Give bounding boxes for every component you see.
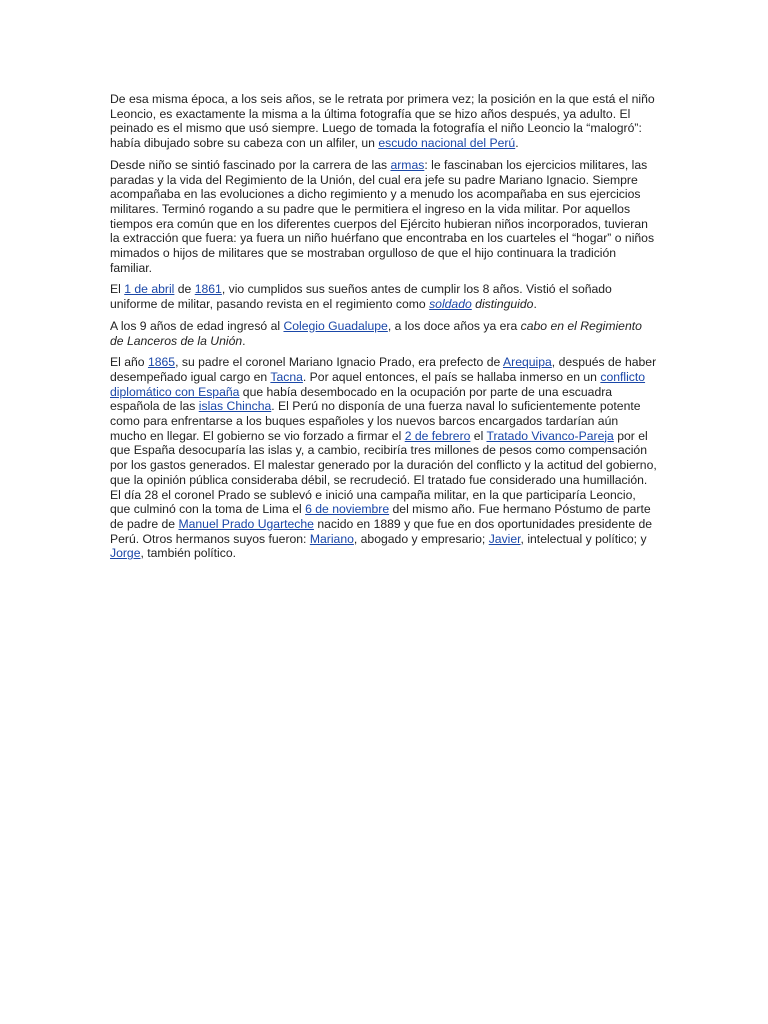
text-run: Desde niño se sintió fascinado por la carrera de las — [110, 157, 391, 172]
text-run: , su padre el coronel Mariano Ignacio Prado, era prefecto de — [175, 355, 503, 370]
text-run: . — [533, 297, 537, 312]
paragraph — [110, 282, 658, 311]
article-link[interactable]: Tacna — [270, 369, 303, 384]
text-run: por el que España desocuparía las islas y, a cambio, recibiría tres millones de pesos como compensación por los gastos generados. El malestar generado por la duración del conflicto y la actitud del gobierno, que la opinión pública consideraba débil, se recrudeció. El tratado fue considerado una humillación. El día 28 el coronel Prado se sublevó e inició una campaña militar, en la que participaría Leoncio, que culminó con la toma de Lima el — [110, 428, 657, 517]
article-link[interactable]: Javier — [488, 531, 521, 546]
article-link[interactable]: Manuel Prado Ugarteche — [178, 516, 314, 531]
article-link[interactable]: armas — [390, 157, 425, 172]
article-link[interactable]: Colegio Guadalupe — [283, 318, 388, 333]
text-run: , a los doce años ya era — [387, 318, 521, 333]
text-run: que había desembocado en la ocupación por parte de una escuadra española de las — [110, 384, 613, 414]
article-link[interactable]: 1865 — [147, 355, 176, 370]
document-body — [110, 92, 658, 568]
text-run: , también político. — [140, 546, 237, 561]
text-run: El año — [110, 355, 148, 370]
text-run: . El Perú no disponía de una fuerza naval lo suficientemente potente como para enfrentarse a los buques españoles y los nuevos barcos encargados tardarían aún mucho en llegar. El gobierno se vio forzado a firmar el — [110, 399, 641, 443]
text-run: de — [174, 282, 195, 297]
article-link[interactable]: 1 de abril — [124, 282, 175, 297]
text-run: De esa misma época, a los seis años, se le retrata por primera vez; la posición en la que está el niño Leoncio, es exactamente la misma a la última fotografía que se hizo años después, ya adulto. El peinado es el mismo que usó siempre. Luego de tomada la fotografía el niño Leoncio la “malogró”: había dibujado sobre su cabeza con un alfiler, un — [110, 92, 655, 151]
text-run: El — [110, 282, 125, 297]
text-run: , después de haber desempeñado igual cargo en — [110, 355, 657, 384]
text-run: del mismo año. Fue hermano Póstumo de parte de padre de — [110, 502, 651, 531]
text-run: , abogado y empresario; — [353, 531, 489, 546]
italic-text: cabo en el Regimiento de Lanceros de la Unión — [110, 318, 642, 348]
article-link[interactable]: escudo nacional del Perú — [378, 136, 516, 151]
text-run: el — [470, 428, 487, 443]
article-link[interactable]: Tratado Vivanco-Pareja — [486, 428, 614, 443]
text-run: . Por aquel entonces, el país se hallaba inmerso en un — [302, 369, 601, 384]
text-run: A los 9 años de edad ingresó al — [110, 318, 284, 333]
paragraph — [110, 92, 658, 151]
paragraph — [110, 158, 658, 276]
article-link[interactable]: 1861 — [194, 282, 222, 297]
text-run: : le fascinaban los ejercicios militares, las paradas y la vida del Regimiento de la Unión, del cual era jefe su padre Mariano Ignacio. Siempre acompañaba en las evoluciones a dicho regimiento y a menudo los acompañaba en sus ejercicios militares. Terminó rogando a su padre que le permitiera el ingreso en la vida militar. Por aquellos tiempos era común que en los diferentes cuerpos del Ejército hubieran niños incorporados, tuvieran la extracción que fuera: ya fuera un niño huérfano que encontraba en los cuarteles el “hogar” o niños mimados o hijos de militares que se mostraban orgulloso de que el hijo continuara la tradición familiar. — [110, 157, 655, 275]
article-link[interactable]: Mariano — [309, 531, 354, 546]
article-link[interactable]: 2 de febrero — [404, 428, 471, 443]
text-run: , vio cumplidos sus sueños antes de cumplir los 8 años. Vistió el soñado uniforme de militar, pasando revista en el regimiento como — [110, 282, 612, 312]
article-link[interactable]: soldado — [429, 297, 472, 312]
paragraph — [110, 355, 658, 561]
article-link[interactable]: islas Chincha — [198, 399, 272, 414]
article-link[interactable]: conflicto diplomático con España — [110, 369, 646, 399]
article-link[interactable]: Jorge — [110, 546, 141, 561]
text-run: . — [242, 333, 246, 348]
italic-text: distinguido — [475, 297, 534, 312]
text-run: nacido en 1889 y que fue en dos oportunidades presidente de Perú. Otros hermanos suyos fueron: — [110, 516, 653, 546]
paragraph — [110, 319, 658, 348]
text-run: , intelectual y político; y — [520, 531, 647, 546]
article-link[interactable]: 6 de noviembre — [305, 502, 390, 517]
text-run: . — [515, 136, 519, 151]
article-link[interactable]: Arequipa — [503, 355, 552, 370]
